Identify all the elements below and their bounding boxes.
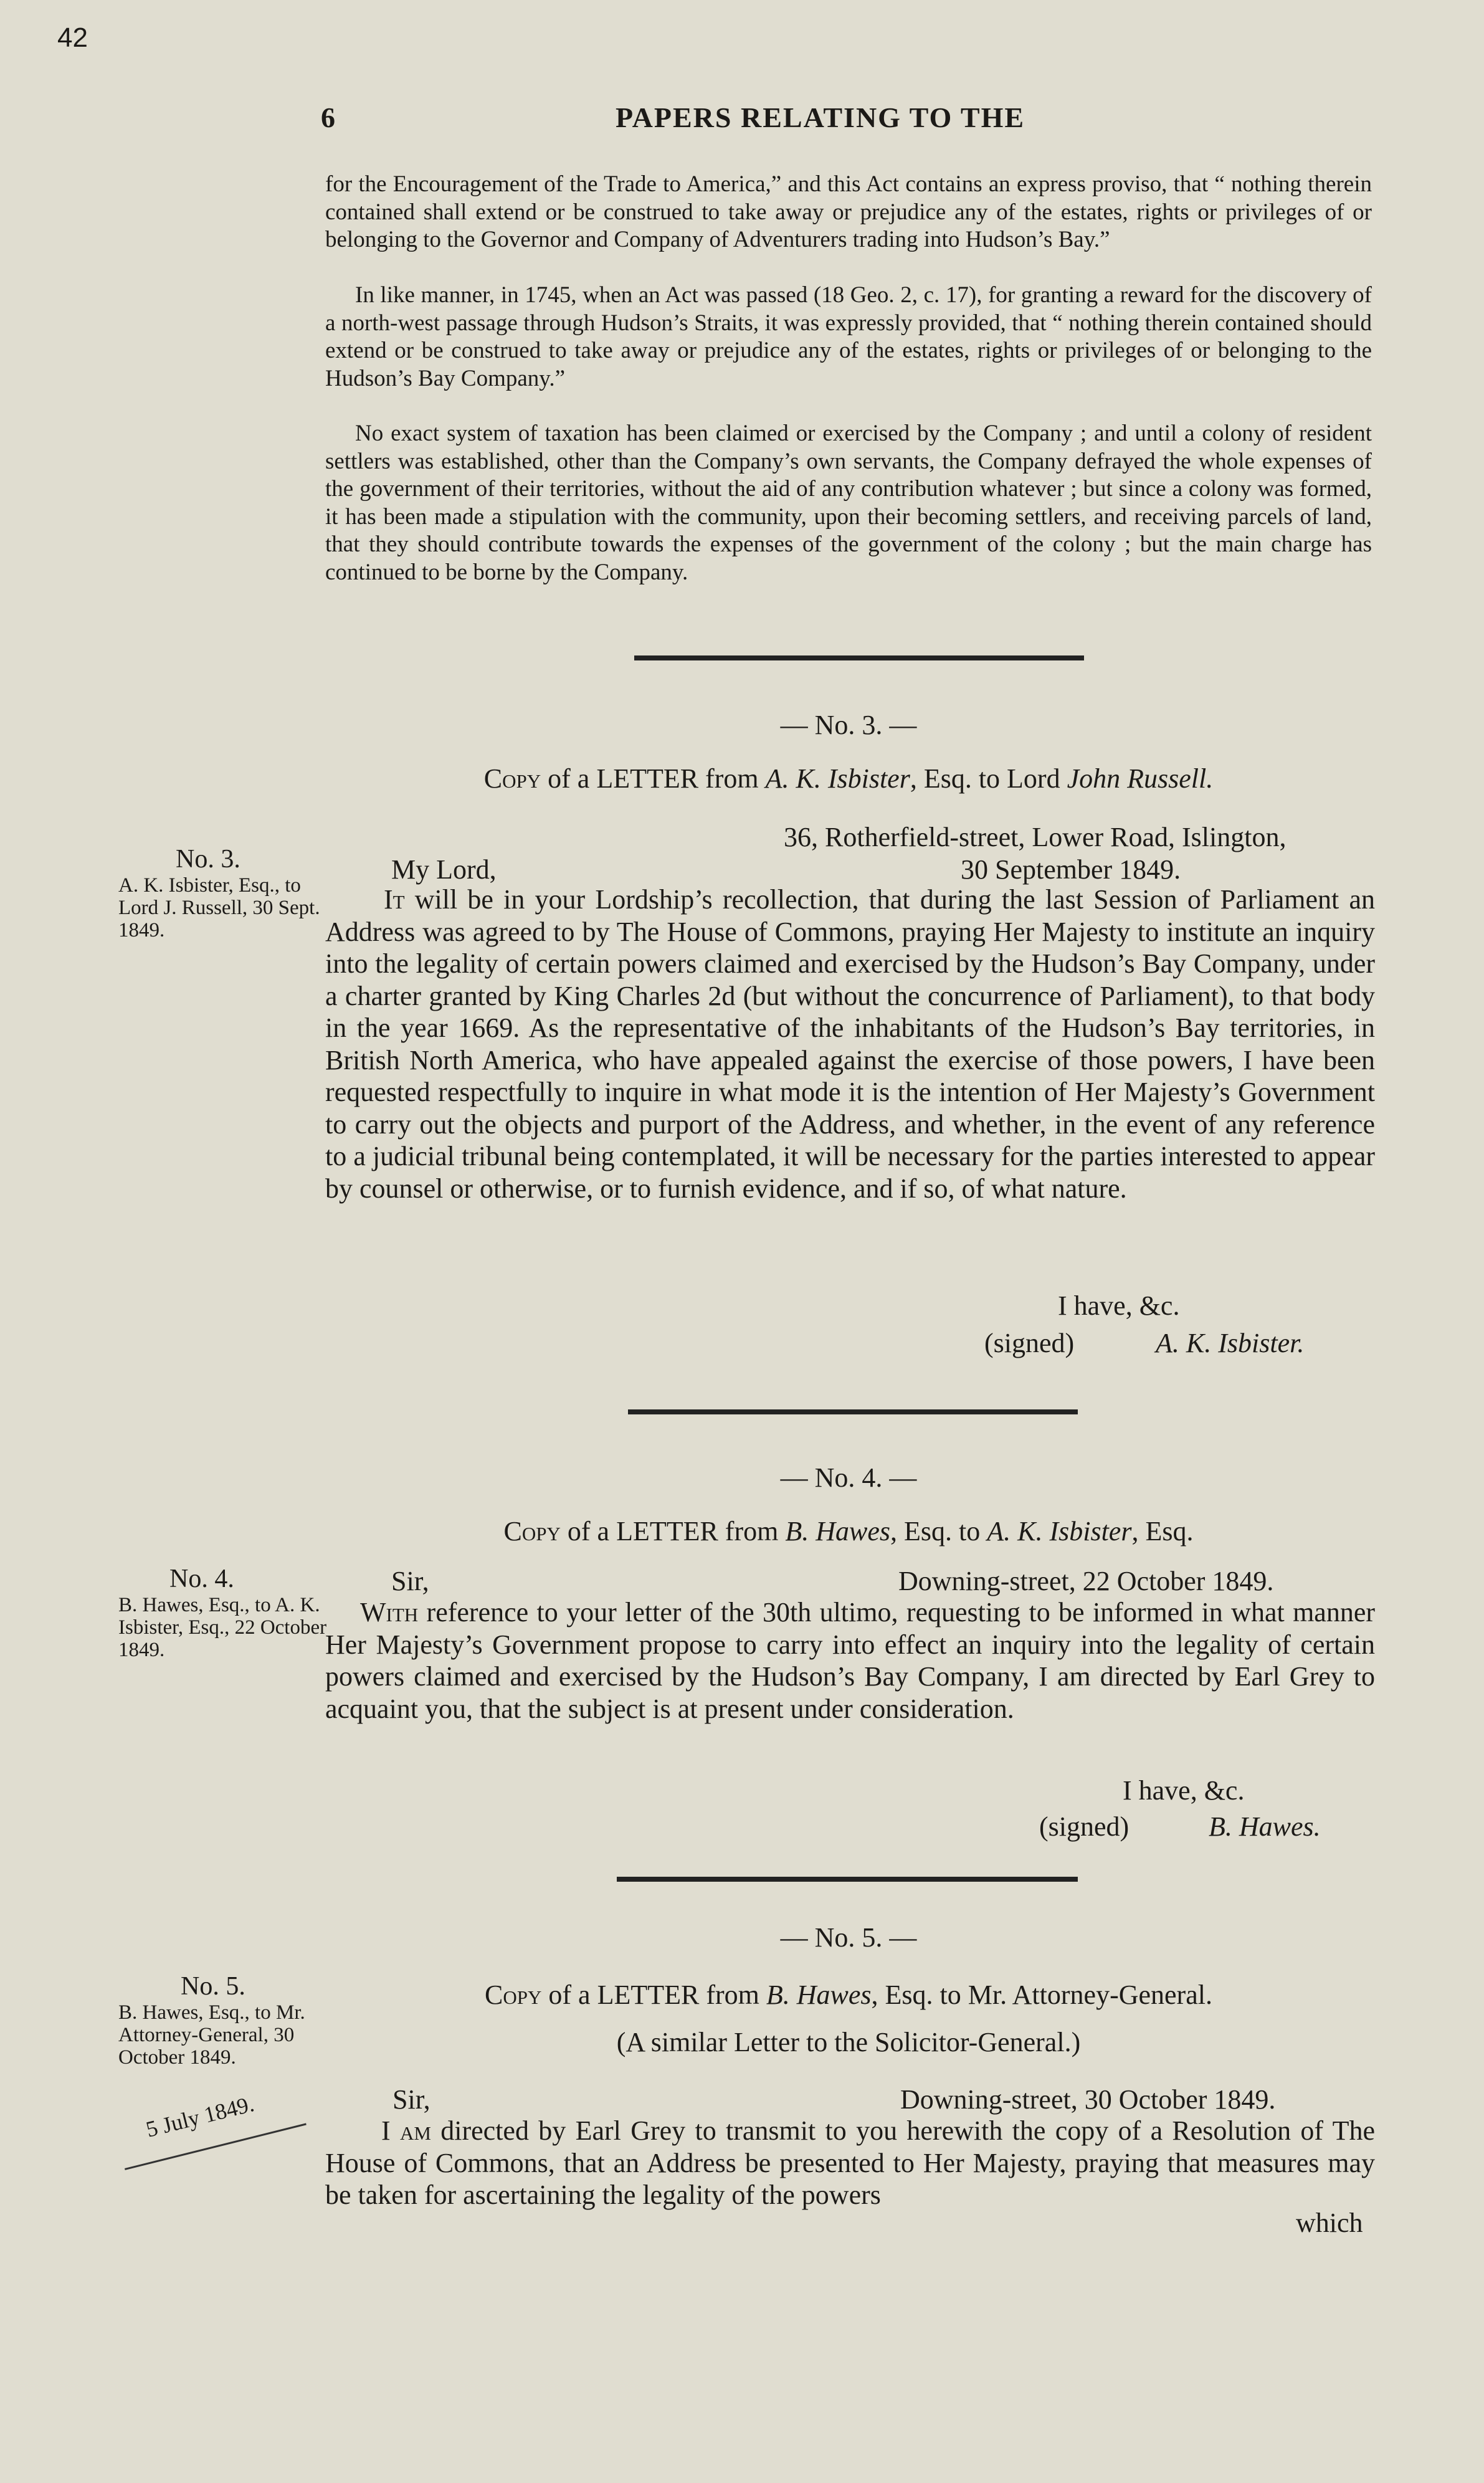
letter-3-number: — No. 3. — xyxy=(780,710,917,740)
letter-4-salutation: Sir, xyxy=(391,1566,429,1596)
letter-5-caption: Copy of a LETTER from B. Hawes, Esq. to Mr. Attorney-General. xyxy=(485,1980,1212,2010)
margin-text: B. Hawes, Esq., to Mr. Attorney-General, 30 October 1849. xyxy=(118,2001,305,2069)
letter-5-date: Downing-street, 30 October 1849. xyxy=(900,2084,1276,2115)
continuation-paragraph-2: In like manner, in 1745, when an Act was passed (18 Geo. 2, c. 17), for granting a reward for the discovery of a north-west passage through Hudson’s Straits, it was expressly provided, that “ nothing therein contained should extend or be construed to take away or prejudice any of the estates, rights or privileges of or belonging to the Hudson’s Bay Company.” xyxy=(325,282,1372,391)
section-rule xyxy=(634,655,1084,660)
section-rule xyxy=(628,1409,1078,1414)
margin-head: No. 3. xyxy=(176,845,240,874)
letter-4-margin-note xyxy=(118,1564,330,1661)
margin-text: A. K. Isbister, Esq., to Lord J. Russell, 30 Sept. 1849. xyxy=(118,874,320,941)
letter-3-signer: A. K. Isbister. xyxy=(1156,1328,1305,1358)
folio: 6 xyxy=(321,102,336,133)
date-stamp: 5 July 1849. xyxy=(143,2091,257,2142)
letter-5-subcaption: (A similar Letter to the Solicitor-General.) xyxy=(616,2027,1081,2057)
letter-3-address: 36, Rotherfield-street, Lower Road, Islington, xyxy=(784,822,1287,852)
section-rule xyxy=(617,1877,1078,1882)
continuation-paragraph-1: for the Encouragement of the Trade to America,” and this Act contains an express proviso, that “ nothing therein contained shall extend or be construed to take away or prejudice any of the estates, rights or privileges of or belonging to the Governor and Company of Adventurers trading into Hudson’s Bay.” xyxy=(325,171,1372,253)
letter-3-date: 30 September 1849. xyxy=(961,854,1181,885)
letter-4-caption: Copy of a LETTER from B. Hawes, Esq. to A. K. Isbister, Esq. xyxy=(503,1516,1194,1547)
letter-3-salutation: My Lord, xyxy=(391,854,497,885)
margin-text: B. Hawes, Esq., to A. K. Isbister, Esq., 22 October 1849. xyxy=(118,1594,327,1661)
letter-4-signed: (signed) xyxy=(1039,1811,1130,1842)
letter-5-salutation: Sir, xyxy=(392,2084,430,2115)
letter-5-body: I am directed by Earl Grey to transmit to you herewith the copy of a Resolution of The House of Commons, that an Address be presented to Her Majesty, praying that measures may be taken for ascertaining the legality of the powers xyxy=(325,2115,1376,2210)
letter-4-number: — No. 4. — xyxy=(780,1462,917,1493)
letter-4-signer: B. Hawes. xyxy=(1209,1811,1321,1842)
continuation-paragraph-3: No exact system of taxation has been claimed or exercised by the Company ; and until a colony of resident settlers was established, other than the Company’s own servants, the Company defrayed the whole expenses of the government of their territories, without the aid of any contribution whatever ; but since a colony was formed, it has been made a stipulation with the community, upon their becoming settlers, and receiving parcels of land, that they should contribute towards the expenses of the government of the colony ; but the main charge has continued to be borne by the Company. xyxy=(325,421,1372,585)
letter-4-body: With reference to your letter of the 30th ultimo, requesting to be informed in what manner Her Majesty’s Government propose to carry into effect an inquiry into the legality of certain powers claimed and exercised by the Hudson’s Bay Company, I am directed by Earl Grey to acquaint you, that the subject is at present under consideration. xyxy=(325,1597,1375,1724)
letter-3-closing: I have, &c. xyxy=(1058,1290,1180,1321)
letter-3-caption: Copy of a LETTER from A. K. Isbister, Esq. to Lord John Russell. xyxy=(483,763,1214,794)
letter-3-body: It will be in your Lordship’s recollection, that during the last Session of Parliament an Address was agreed to by The House of Commons, praying Her Majesty to institute an inquiry into the legality of certain powers claimed and exercised by the Hudson’s Bay Company, under a charter granted by King Charles 2d (but without the concurrence of Parliament), to that body in the year 1669. As the representative of the inhabitants of the Hudson’s Bay territories, in British North America, who have appealed against the exercise of those powers, I have been requested respectfully to inquire in what mode it is the intention of Her Majesty’s Government to carry out the objects and purport of the Address, and whether, in the event of any reference to a judicial tribunal being contemplated, it will be necessary for the parties interested to appear by counsel or otherwise, or to furnish evidence, and if so, of what nature. xyxy=(325,884,1375,1204)
letter-4-date: Downing-street, 22 October 1849. xyxy=(898,1566,1274,1596)
page-number: 42 xyxy=(57,22,88,53)
letter-5-number: — No. 5. — xyxy=(780,1922,917,1953)
running-title: PAPERS RELATING TO THE xyxy=(616,102,1025,133)
running-head xyxy=(321,101,1372,138)
letter-5-margin-note xyxy=(118,1971,330,2069)
margin-head: No. 5. xyxy=(181,1972,245,2001)
letter-3-margin-note xyxy=(118,844,330,941)
margin-head: No. 4. xyxy=(169,1565,234,1593)
letter-3-signed: (signed) xyxy=(984,1328,1075,1358)
letter-4-closing: I have, &c. xyxy=(1123,1775,1245,1806)
letter-5-catchword: which xyxy=(1296,2208,1363,2238)
